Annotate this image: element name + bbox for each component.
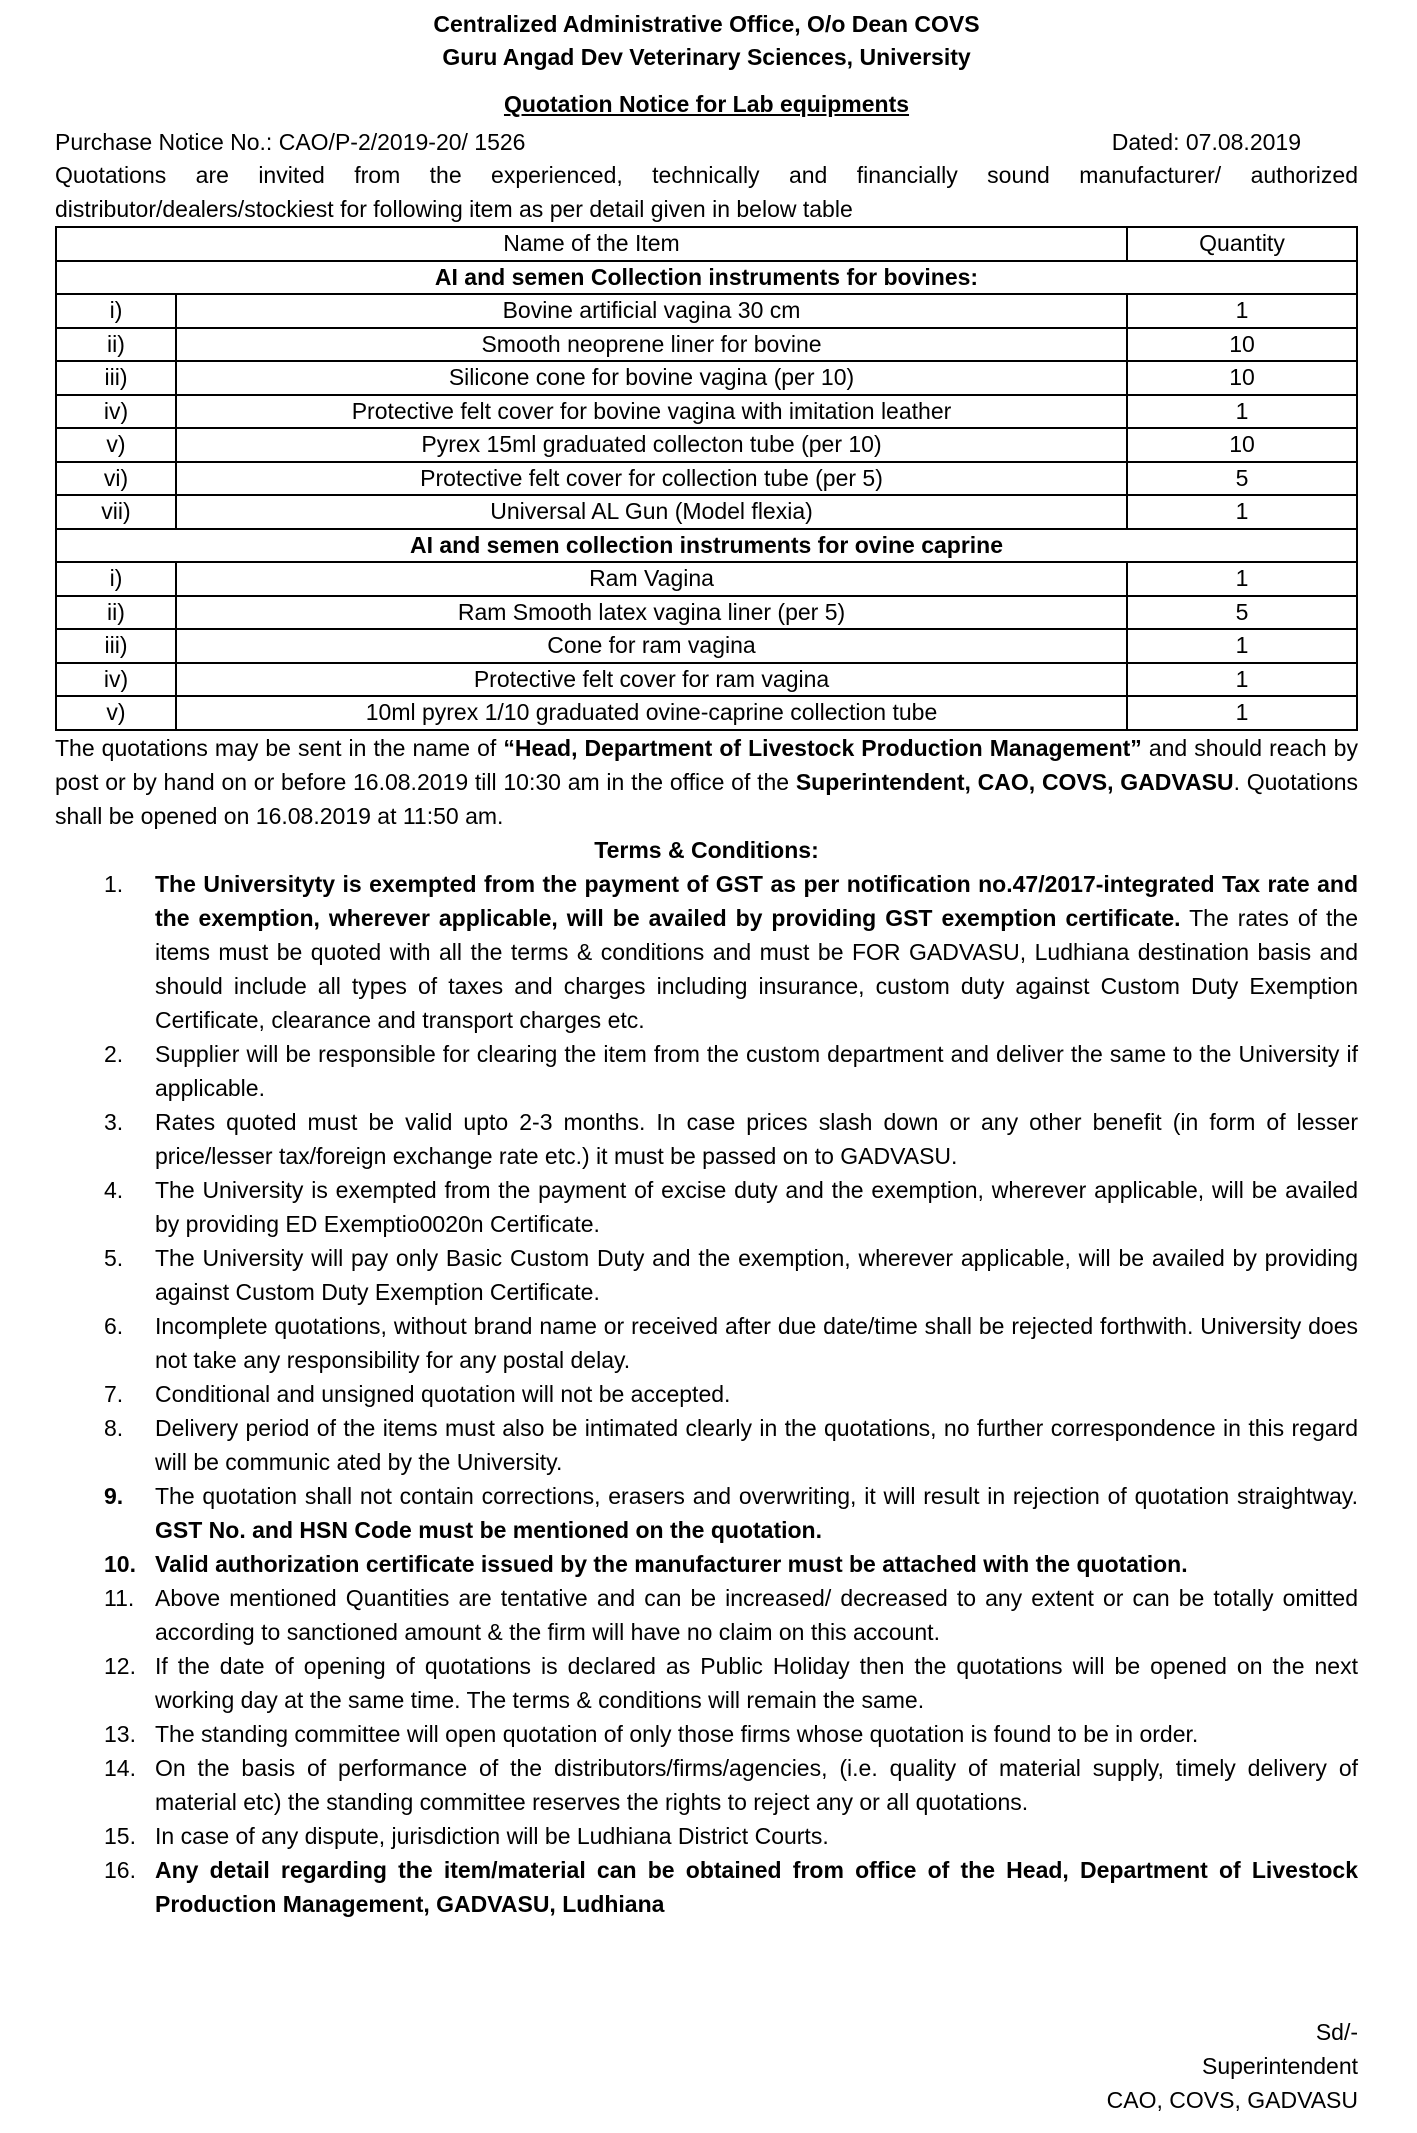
list-item [55, 1581, 1358, 1649]
table-header-row [56, 227, 1357, 261]
list-item [55, 1241, 1358, 1309]
university-name: Guru Angad Dev Veterinary Sciences, University [442, 44, 971, 70]
column-header-item: Name of the Item [56, 227, 1127, 261]
item-quantity: 1 [1127, 696, 1357, 730]
submission-text-2: and should reach by post or by hand on or before 16.08.2019 till 10:30 am in the office of the [55, 734, 1358, 795]
row-number: ii) [56, 328, 176, 362]
list-item [55, 1649, 1358, 1717]
list-item [55, 1309, 1358, 1377]
item-quantity: 1 [1127, 395, 1357, 429]
term-number: 13. [104, 1720, 136, 1747]
term-number: 6. [104, 1312, 124, 1339]
section-heading-row [56, 529, 1357, 563]
term-number: 2. [104, 1040, 124, 1067]
term-number: 3. [104, 1108, 124, 1135]
signed-mark: Sd/- [1315, 2019, 1358, 2045]
term-number: 9. [104, 1482, 124, 1509]
term-plain-text: The quotation shall not contain corrections, erasers and overwriting, it will result in rejection of quotation straightway. [155, 1482, 1358, 1509]
row-number: iv) [56, 395, 176, 429]
item-quantity: 1 [1127, 495, 1357, 529]
items-table [55, 226, 1358, 731]
notice-date: Dated: 07.08.2019 [1111, 129, 1301, 155]
term-text: On the basis of performance of the distributors/firms/agencies, (i.e. quality of material supply, timely delivery of material etc) the standing committee reserves the rights to reject any or all quotations. [155, 1754, 1358, 1815]
term-text [155, 1479, 1358, 1547]
list-item [55, 867, 1358, 1037]
row-number: vi) [56, 462, 176, 496]
row-number: i) [56, 562, 176, 596]
signatory-designation: Superintendent [1201, 2053, 1358, 2079]
item-name: 10ml pyrex 1/10 graduated ovine-caprine collection tube [176, 696, 1127, 730]
term-number: 12. [104, 1652, 136, 1679]
item-quantity: 1 [1127, 294, 1357, 328]
section-heading-row [56, 261, 1357, 295]
term-text: The University will pay only Basic Custom Duty and the exemption, wherever applicable, will be availed by providing against Custom Duty Exemption Certificate. [155, 1244, 1358, 1305]
list-item [55, 1819, 1358, 1853]
terms-heading: Terms & Conditions: [594, 836, 819, 863]
term-number: 4. [104, 1176, 124, 1203]
list-item [55, 1037, 1358, 1105]
row-number: v) [56, 696, 176, 730]
term-number: 7. [104, 1380, 124, 1407]
list-item [55, 1853, 1358, 1921]
list-item [55, 1751, 1358, 1819]
table-row [56, 663, 1357, 697]
item-quantity: 1 [1127, 562, 1357, 596]
table-row [56, 462, 1357, 496]
term-text: The University is exempted from the payment of excise duty and the exemption, wherever applicable, will be availed by providing ED Exemptio0020n Certificate. [155, 1176, 1358, 1237]
list-item [55, 1479, 1358, 1547]
term-number: 10. [104, 1550, 136, 1577]
term-bold-text: The Universityty is exempted from the payment of GST as per notification no.47/2017-integrated Tax rate and the exemption, wherever applicable, will be availed by providing GST exemption certificate. [155, 870, 1358, 931]
term-rest-text: The rates of the items must be quoted with all the terms & conditions and must be FOR GADVASU, Ludhiana destination basis and should include all types of taxes and charges including insurance, custom duty against Custom Duty Exemption Certificate, clearance and transport charges etc. [155, 904, 1358, 1033]
table-row [56, 428, 1357, 462]
term-number: 15. [104, 1822, 136, 1849]
section-heading-ovine-caprine: AI and semen collection instruments for ovine caprine [56, 529, 1357, 563]
table-row [56, 596, 1357, 630]
column-header-quantity: Quantity [1127, 227, 1357, 261]
item-name: Silicone cone for bovine vagina (per 10) [176, 361, 1127, 395]
table-row [56, 629, 1357, 663]
item-name: Universal AL Gun (Model flexia) [176, 495, 1127, 529]
term-text: If the date of opening of quotations is declared as Public Holiday then the quotations will be opened on the next working day at the same time. The terms & conditions will remain the same. [155, 1652, 1358, 1713]
addressee: “Head, Department of Livestock Production Management” [503, 734, 1142, 761]
row-number: iii) [56, 629, 176, 663]
terms-list [55, 867, 1358, 1921]
item-quantity: 10 [1127, 328, 1357, 362]
item-quantity: 1 [1127, 629, 1357, 663]
section-heading-bovine: AI and semen Collection instruments for bovines: [56, 261, 1357, 295]
office-name: Centralized Administrative Office, O/o Dean COVS [433, 11, 980, 37]
row-number: v) [56, 428, 176, 462]
list-item [55, 1105, 1358, 1173]
term-number: 1. [104, 870, 124, 897]
term-text: Rates quoted must be valid upto 2-3 months. In case prices slash down or any other benefit (in form of lesser price/lesser tax/foreign exchange rate etc.) it must be passed on to GADVASU. [155, 1108, 1358, 1169]
item-name: Ram Smooth latex vagina liner (per 5) [176, 596, 1127, 630]
item-name: Cone for ram vagina [176, 629, 1127, 663]
item-name: Ram Vagina [176, 562, 1127, 596]
term-text: In case of any dispute, jurisdiction will be Ludhiana District Courts. [155, 1822, 829, 1849]
row-number: ii) [56, 596, 176, 630]
page-title: Quotation Notice for Lab equipments [503, 91, 910, 117]
item-name: Protective felt cover for ram vagina [176, 663, 1127, 697]
table-row [56, 562, 1357, 596]
item-name: Protective felt cover for collection tube (per 5) [176, 462, 1127, 496]
signature-block [1107, 2015, 1358, 2117]
term-number: 8. [104, 1414, 124, 1441]
term-number: 16. [104, 1856, 136, 1883]
table-row [56, 495, 1357, 529]
row-number: vii) [56, 495, 176, 529]
item-quantity: 1 [1127, 663, 1357, 697]
submission-text-1: The quotations may be sent in the name of [55, 734, 504, 761]
table-row [56, 328, 1357, 362]
submission-paragraph [55, 731, 1358, 833]
table-row [56, 294, 1357, 328]
term-number: 5. [104, 1244, 124, 1271]
item-quantity: 5 [1127, 462, 1357, 496]
term-text: Incomplete quotations, without brand name or received after due date/time shall be rejected forthwith. University does not take any responsibility for any postal delay. [155, 1312, 1358, 1373]
item-quantity: 10 [1127, 428, 1357, 462]
term-number: 11. [104, 1584, 135, 1611]
list-item [55, 1547, 1358, 1581]
term-bold-text: GST No. and HSN Code must be mentioned on the quotation. [155, 1516, 822, 1543]
table-row [56, 696, 1357, 730]
list-item [55, 1411, 1358, 1479]
item-quantity: 10 [1127, 361, 1357, 395]
term-text: Any detail regarding the item/material can be obtained from office of the Head, Department of Livestock Production Management, GADVASU, Ludhiana [155, 1856, 1358, 1917]
signatory-office: CAO, COVS, GADVASU [1106, 2087, 1358, 2113]
table-row [56, 361, 1357, 395]
term-text: Delivery period of the items must also be intimated clearly in the quotations, no further correspondence in this regard will be communic ated by the University. [155, 1414, 1358, 1475]
purchase-notice-number: Purchase Notice No.: CAO/P-2/2019-20/ 1526 [55, 129, 526, 155]
submission-text-3: . Quotations shall be opened on 16.08.2019 at 11:50 am. [55, 768, 1358, 829]
row-number: iv) [56, 663, 176, 697]
term-text: Above mentioned Quantities are tentative and can be increased/ decreased to any extent or can be totally omitted according to sanctioned amount & the firm will have no claim on this account. [155, 1584, 1358, 1645]
term-text: Supplier will be responsible for clearing the item from the custom department and deliver the same to the University if applicable. [155, 1040, 1358, 1101]
office-address: Superintendent, CAO, COVS, GADVASU [795, 768, 1234, 795]
term-text: The standing committee will open quotation of only those firms whose quotation is found to be in order. [155, 1720, 1199, 1747]
item-name: Pyrex 15ml graduated collecton tube (per 10) [176, 428, 1127, 462]
term-text: Valid authorization certificate issued by the manufacturer must be attached with the quotation. [155, 1550, 1188, 1577]
item-name: Protective felt cover for bovine vagina with imitation leather [176, 395, 1127, 429]
quotation-notice-document [55, 8, 1358, 1921]
term-number: 14. [104, 1754, 136, 1781]
row-number: i) [56, 294, 176, 328]
table-row [56, 395, 1357, 429]
list-item [55, 1173, 1358, 1241]
item-quantity: 5 [1127, 596, 1357, 630]
row-number: iii) [56, 361, 176, 395]
reference-line [55, 125, 1358, 159]
term-text: Conditional and unsigned quotation will not be accepted. [155, 1380, 731, 1407]
term-text [155, 867, 1358, 1037]
list-item [55, 1717, 1358, 1751]
list-item [55, 1377, 1358, 1411]
item-name: Bovine artificial vagina 30 cm [176, 294, 1127, 328]
item-name: Smooth neoprene liner for bovine [176, 328, 1127, 362]
intro-paragraph: Quotations are invited from the experienced, technically and financially sound manufacturer/ authorized distributor/dealers/stockiest for following item as per detail given in below table [55, 162, 1358, 222]
